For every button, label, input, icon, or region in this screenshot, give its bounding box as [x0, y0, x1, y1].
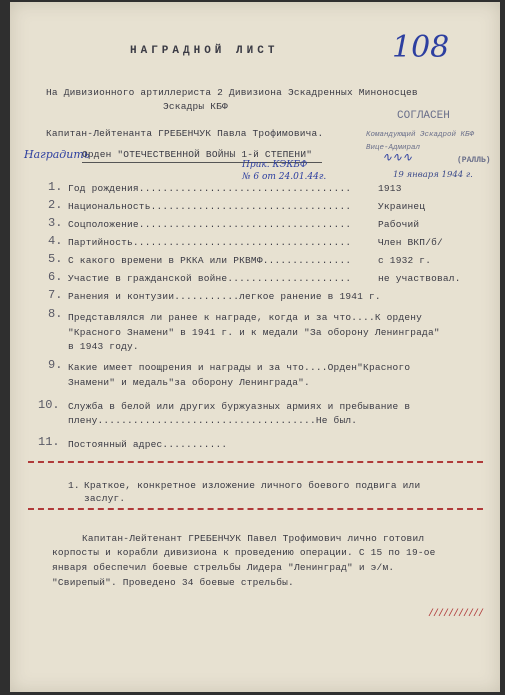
- item-text-line: плену.....................................Не был.: [68, 415, 358, 426]
- order-ref-2: № 6 от 24.01.44г.: [242, 172, 327, 182]
- item-label: Год рождения....................................: [68, 183, 352, 194]
- item-label: Партийность.....................................: [68, 237, 352, 248]
- approval-position-1: Командующий Эскадрой КБФ: [366, 131, 475, 139]
- item-number: 6.: [48, 270, 63, 284]
- item-number: 10.: [38, 398, 60, 412]
- item-value: 1913: [378, 183, 402, 194]
- approval-stamp: СОГЛАСЕН: [397, 110, 450, 122]
- item-label: Участие в гражданской войне.....................: [68, 273, 352, 284]
- item-label: С какого времени в РККА или РКВМФ...............: [68, 255, 352, 266]
- item-number: 1.: [48, 180, 63, 194]
- approval-rank-name: (РАЛЛЬ): [457, 156, 491, 165]
- item-value: Член ВКП/б/: [378, 237, 443, 248]
- page-title: НАГРАДНОЙ ЛИСТ: [130, 45, 279, 57]
- order-ref-1: Прик. КЭКБФ: [242, 160, 308, 170]
- item-label: Соцположение....................................: [68, 219, 352, 230]
- item-number: 11.: [38, 435, 60, 449]
- header-line-2: Эскадры КБФ: [163, 101, 228, 112]
- section-number: 1.: [68, 480, 80, 491]
- body-line-2: корпосты и корабли дивизиона к проведению операции. С 15 по 19-ое: [52, 547, 436, 558]
- item-label: Ранения и контузии...........легкое ранение в 1941 г.: [68, 291, 381, 302]
- body-line-1: Капитан-Лейтенант ГРЕБЕНЧУК Павел Трофимович лично готовил: [82, 533, 425, 544]
- item-value: Украинец: [378, 201, 426, 212]
- section-divider-top: [28, 461, 483, 463]
- item-number: 9.: [48, 358, 63, 372]
- item-number: 2.: [48, 198, 63, 212]
- approval-position-2: Вице-Адмирал: [366, 144, 421, 152]
- award-name: Орден "ОТЕЧЕСТВЕННОЙ ВОЙНЫ 1-й СТЕПЕНИ": [82, 149, 313, 160]
- header-line-1: На Дивизионного артиллериста 2 Дивизиона Эскадренных Миноносцев: [46, 87, 418, 98]
- item-label: Национальность..................................: [68, 201, 352, 212]
- item-number: 4.: [48, 234, 63, 248]
- award-sheet: [10, 2, 500, 692]
- item-text-line: Знамени" и медаль"за оборону Ленинграда".: [68, 377, 310, 388]
- section-divider-bottom: [28, 508, 483, 510]
- section-line-2: заслуг.: [84, 493, 126, 504]
- item-text-line: Представлялся ли ранее к награде, когда и за что....К ордену: [68, 312, 423, 323]
- award-label: Наградить: [24, 148, 90, 161]
- item-number: 7.: [48, 288, 63, 302]
- item-text-line: Служба в белой или других буржуазных армиях и пребывание в: [68, 401, 411, 412]
- item-text-line: "Красного Знамени" в 1941 г. и к медали "За оборону Ленинграда": [68, 327, 440, 338]
- item-text-line: в 1943 году.: [68, 341, 139, 352]
- item-text-line: Какие имеет поощрения и награды и за что....Орден"Красного: [68, 362, 411, 373]
- approval-date: 19 января 1944 г.: [393, 170, 473, 180]
- item-value: не участвовал.: [378, 273, 461, 284]
- item-value: Рабочий: [378, 219, 420, 230]
- body-line-4: "Свирепый". Проведено 34 боевые стрельбы.: [52, 577, 294, 588]
- body-line-3: января обеспечил боевые стрельбы Лидера "Ленинград" и э/м.: [52, 562, 395, 573]
- item-number: 5.: [48, 252, 63, 266]
- red-marks: ///////////: [428, 609, 484, 620]
- section-line-1: Краткое, конкретное изложение личного боевого подвига или: [84, 480, 421, 491]
- person-line: Капитан-Лейтенанта ГРЕБЕНЧУК Павла Трофимовича.: [46, 128, 324, 139]
- item-number: 3.: [48, 216, 63, 230]
- corner-number: 108: [392, 30, 450, 65]
- item-label: Постоянный адрес...........: [68, 439, 228, 450]
- item-value: с 1932 г.: [378, 255, 432, 266]
- item-number: 8.: [48, 307, 63, 321]
- approval-signature: ∿∿∿: [382, 150, 413, 164]
